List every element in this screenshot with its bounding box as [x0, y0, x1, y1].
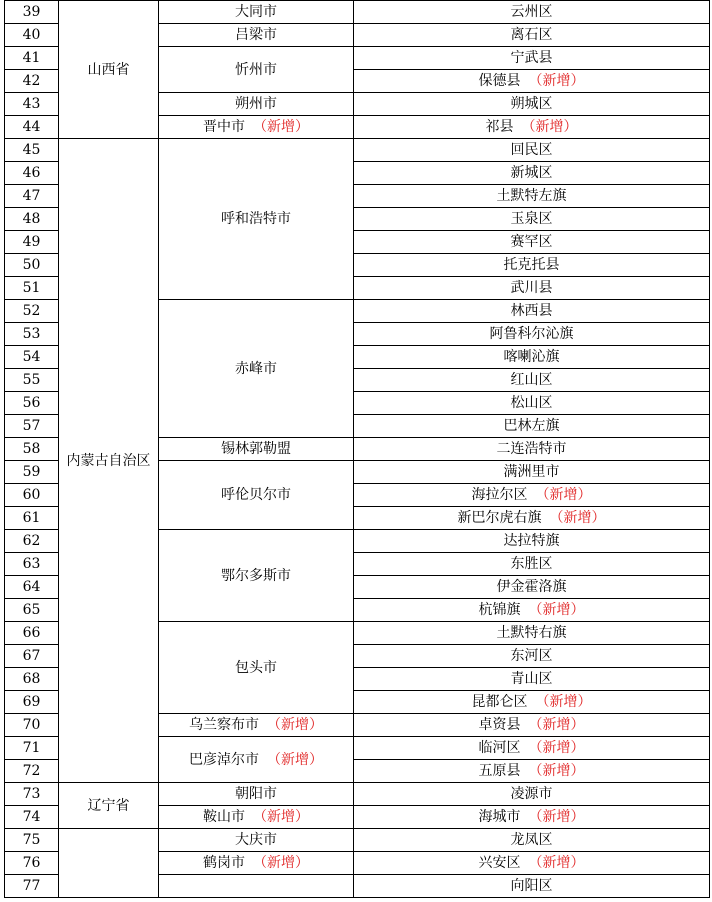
row-number: 54: [5, 346, 59, 369]
cell-label: 新城区: [510, 165, 553, 181]
cell-label: 离石区: [510, 27, 553, 43]
new-tag: （ 新增 ）: [529, 855, 585, 871]
county-cell: [354, 461, 710, 484]
new-tag: （ 新增 ）: [529, 740, 585, 756]
city-cell: [159, 737, 354, 783]
cell-label: 青山区: [510, 671, 553, 687]
county-cell: [354, 806, 710, 829]
province-cell: [59, 139, 159, 783]
cell-label: 东胜区: [510, 556, 553, 572]
table-row: [5, 829, 710, 852]
row-number: 60: [5, 484, 59, 507]
county-cell: [354, 783, 710, 806]
cell-label: 祁县: [485, 119, 514, 135]
cell-label: 晋中市: [203, 119, 245, 135]
row-number: 39: [5, 1, 59, 24]
row-number: 67: [5, 645, 59, 668]
cell-label: 阿鲁科尔沁旗: [489, 326, 574, 342]
county-cell: [354, 714, 710, 737]
row-number: 44: [5, 116, 59, 139]
row-number: 52: [5, 300, 59, 323]
city-cell: [159, 530, 354, 622]
cell-label: 二连浩特市: [496, 441, 567, 457]
row-number: 40: [5, 24, 59, 47]
county-cell: [354, 300, 710, 323]
county-cell: [354, 346, 710, 369]
cell-label: 凌源市: [510, 786, 553, 802]
cell-label: 巴林左旗: [503, 418, 560, 434]
table-row: [5, 139, 710, 162]
province-cell: [59, 1, 159, 139]
county-cell: [354, 24, 710, 47]
county-cell: [354, 369, 710, 392]
county-cell: [354, 599, 710, 622]
county-cell: [354, 139, 710, 162]
cell-label: 保德县: [478, 73, 521, 89]
row-number: 46: [5, 162, 59, 185]
row-number: 75: [5, 829, 59, 852]
county-cell: [354, 829, 710, 852]
county-cell: [354, 208, 710, 231]
new-tag: （ 新增 ）: [529, 73, 585, 89]
row-number: 55: [5, 369, 59, 392]
new-tag: （ 新增 ）: [267, 717, 323, 733]
city-cell: [159, 1, 354, 24]
cell-label: 喀喇沁旗: [503, 349, 560, 365]
city-cell: [159, 116, 354, 139]
row-number: 47: [5, 185, 59, 208]
county-cell: [354, 185, 710, 208]
cell-label: 呼伦贝尔市: [221, 487, 291, 503]
new-tag: （ 新增 ）: [536, 487, 592, 503]
cell-label: 满洲里市: [503, 464, 560, 480]
cell-label: 新巴尔虎右旗: [457, 510, 542, 526]
county-cell: [354, 93, 710, 116]
new-tag: （ 新增 ）: [522, 119, 578, 135]
table-row: [5, 783, 710, 806]
cell-label: 云州区: [510, 4, 553, 20]
cell-label: 赤峰市: [235, 360, 277, 377]
row-number: 68: [5, 668, 59, 691]
cell-label: 朝阳市: [235, 786, 277, 802]
cell-label: 昆都仑区: [471, 694, 528, 710]
county-cell: [354, 70, 710, 93]
county-cell: [354, 553, 710, 576]
row-number: 72: [5, 760, 59, 783]
table-body: [5, 1, 710, 898]
row-number: 59: [5, 461, 59, 484]
city-cell: [159, 300, 354, 438]
row-number: 50: [5, 254, 59, 277]
row-number: 69: [5, 691, 59, 714]
city-cell: [159, 139, 354, 300]
new-tag: （ 新增 ）: [550, 510, 606, 526]
city-cell: [159, 622, 354, 714]
county-cell: [354, 323, 710, 346]
city-cell: [159, 93, 354, 116]
row-number: 51: [5, 277, 59, 300]
county-cell: [354, 162, 710, 185]
city-cell: [159, 438, 354, 461]
new-tag: （ 新增 ）: [529, 809, 585, 825]
cell-label: 呼和浩特市: [221, 211, 291, 227]
row-number: 71: [5, 737, 59, 760]
new-tag: （ 新增 ）: [529, 602, 585, 618]
city-cell: [159, 461, 354, 530]
row-number: 73: [5, 783, 59, 806]
county-cell: [354, 737, 710, 760]
county-cell: [354, 645, 710, 668]
new-tag: （ 新增 ）: [253, 809, 309, 825]
cell-label: 玉泉区: [510, 211, 553, 227]
cell-label: 锡林郭勒盟: [221, 441, 291, 457]
cell-label: 林西县: [510, 303, 553, 319]
cell-label: 武川县: [510, 280, 553, 296]
cell-label: 忻州市: [235, 61, 277, 78]
table-row: [5, 1, 710, 24]
county-cell: [354, 576, 710, 599]
cell-label: 海拉尔区: [471, 487, 528, 503]
cell-label: 大同市: [235, 4, 277, 20]
county-cell: [354, 530, 710, 553]
cell-label: 鄂尔多斯市: [221, 567, 291, 584]
county-cell: [354, 875, 710, 898]
row-number: 58: [5, 438, 59, 461]
cell-label: 包头市: [235, 659, 277, 676]
row-number: 43: [5, 93, 59, 116]
cell-label: 山西省: [87, 61, 130, 78]
row-number: 48: [5, 208, 59, 231]
county-cell: [354, 1, 710, 24]
county-cell: [354, 277, 710, 300]
cell-label: 龙凤区: [510, 832, 553, 848]
new-tag: （ 新增 ）: [529, 717, 585, 733]
row-number: 62: [5, 530, 59, 553]
cell-label: 朔州市: [235, 96, 277, 112]
new-tag: （ 新增 ）: [267, 752, 323, 768]
city-cell: [159, 829, 354, 852]
county-cell: [354, 392, 710, 415]
cell-label: 向阳区: [510, 878, 553, 894]
county-cell: [354, 484, 710, 507]
city-cell: [159, 47, 354, 93]
cell-label: 大庆市: [235, 832, 277, 848]
cell-label: 鹤岗市: [203, 855, 245, 871]
cell-label: 土默特左旗: [496, 188, 567, 204]
city-cell: [159, 714, 354, 737]
cell-label: 卓资县: [478, 717, 521, 733]
county-cell: [354, 622, 710, 645]
cell-label: 巴彦淖尔市: [189, 751, 259, 768]
row-number: 45: [5, 139, 59, 162]
row-number: 74: [5, 806, 59, 829]
cell-label: 伊金霍洛旗: [496, 579, 567, 595]
city-cell: [159, 806, 354, 829]
county-cell: [354, 852, 710, 875]
new-tag: （ 新增 ）: [529, 763, 585, 779]
cell-label: 松山区: [510, 395, 553, 411]
cell-label: 兴安区: [478, 855, 521, 871]
row-number: 63: [5, 553, 59, 576]
cell-label: 红山区: [510, 372, 553, 388]
cell-label: 临河区: [478, 740, 521, 756]
city-cell: [159, 783, 354, 806]
new-tag: （ 新增 ）: [253, 855, 309, 871]
cell-label: 乌兰察布市: [189, 717, 259, 733]
county-cell: [354, 438, 710, 461]
county-cell: [354, 691, 710, 714]
new-tag: （ 新增 ）: [253, 119, 309, 135]
province-cell: [59, 783, 159, 829]
row-number: 49: [5, 231, 59, 254]
row-number: 64: [5, 576, 59, 599]
county-cell: [354, 116, 710, 139]
county-cell: [354, 47, 710, 70]
county-cell: [354, 507, 710, 530]
cell-label: 鞍山市: [203, 809, 245, 825]
cell-label: 杭锦旗: [478, 602, 521, 618]
cell-label: 回民区: [510, 142, 553, 158]
province-cell: [59, 829, 159, 898]
cell-label: 辽宁省: [87, 797, 130, 814]
cell-label: 赛罕区: [510, 234, 553, 250]
city-cell: [159, 852, 354, 875]
cell-label: 土默特右旗: [496, 625, 567, 641]
row-number: 56: [5, 392, 59, 415]
row-number: 41: [5, 47, 59, 70]
county-cell: [354, 760, 710, 783]
region-table: [4, 0, 710, 898]
county-cell: [354, 231, 710, 254]
row-number: 65: [5, 599, 59, 622]
row-number: 66: [5, 622, 59, 645]
city-cell: [159, 24, 354, 47]
city-cell: [159, 875, 354, 898]
row-number: 57: [5, 415, 59, 438]
row-number: 77: [5, 875, 59, 898]
row-number: 70: [5, 714, 59, 737]
new-tag: （ 新增 ）: [536, 694, 592, 710]
county-cell: [354, 415, 710, 438]
cell-label: 东河区: [510, 648, 553, 664]
cell-label: 宁武县: [510, 50, 553, 66]
county-cell: [354, 668, 710, 691]
cell-label: 朔城区: [510, 96, 553, 112]
row-number: 76: [5, 852, 59, 875]
cell-label: 五原县: [478, 763, 521, 779]
row-number: 53: [5, 323, 59, 346]
row-number: 42: [5, 70, 59, 93]
cell-label: 内蒙古自治区: [66, 452, 151, 469]
cell-label: 海城市: [478, 809, 521, 825]
row-number: 61: [5, 507, 59, 530]
cell-label: 达拉特旗: [503, 533, 560, 549]
cell-label: 托克托县: [503, 257, 560, 273]
cell-label: 吕梁市: [235, 27, 277, 43]
county-cell: [354, 254, 710, 277]
